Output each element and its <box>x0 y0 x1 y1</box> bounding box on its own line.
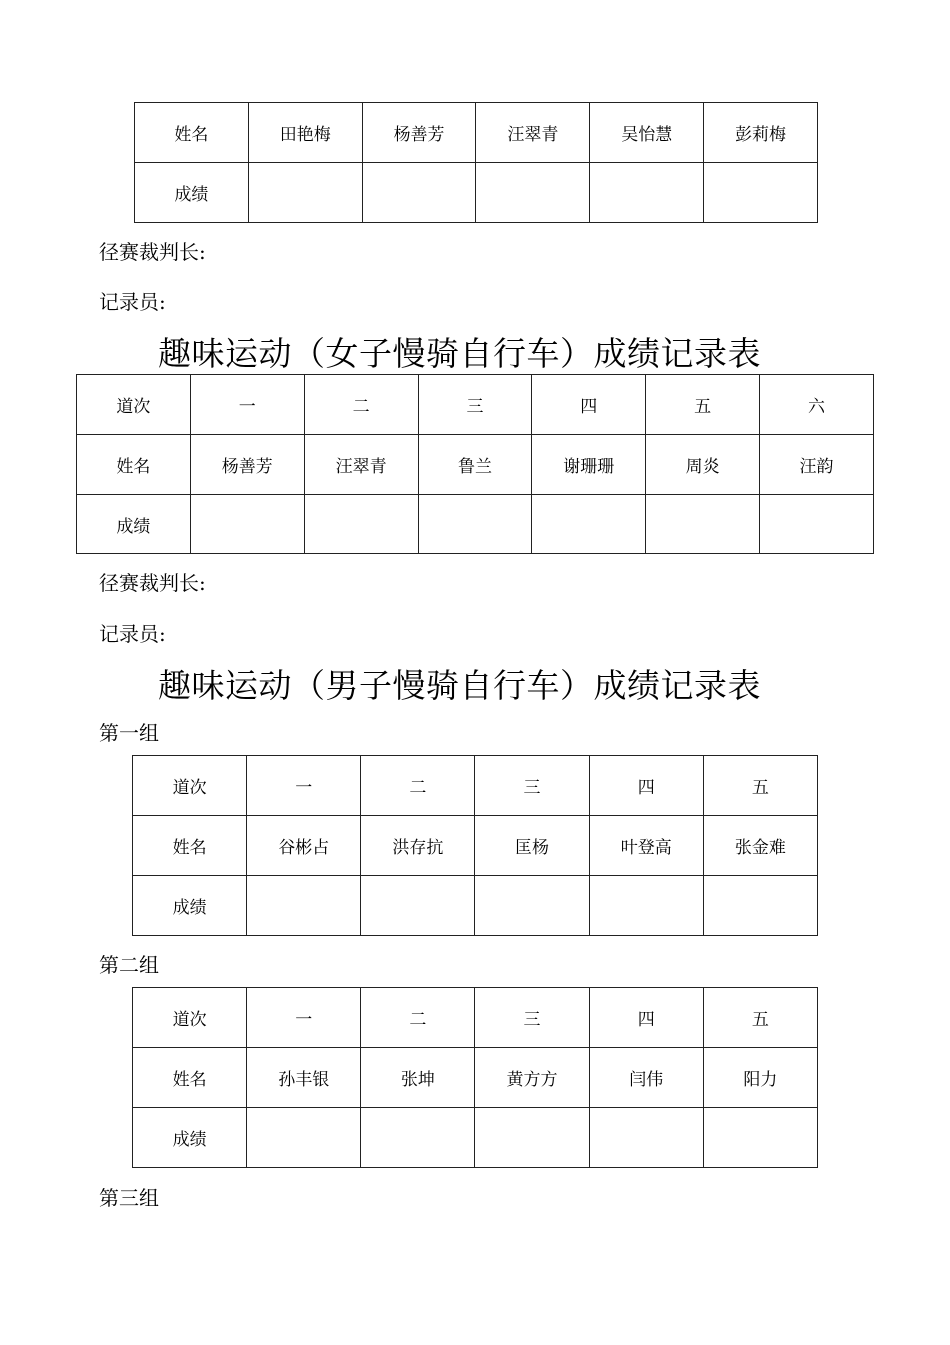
athlete-name: 谢珊珊 <box>532 435 646 495</box>
lane-number: 五 <box>703 756 817 816</box>
name-row <box>133 816 818 876</box>
score-cell <box>304 495 418 554</box>
athlete-name: 阳力 <box>703 1048 817 1108</box>
score-cell <box>247 876 361 936</box>
athlete-name: 杨善芳 <box>190 435 304 495</box>
referee-label: 径赛裁判长: <box>99 571 206 595</box>
lane-row <box>133 756 818 816</box>
score-cell <box>704 163 818 223</box>
score-row <box>77 495 874 554</box>
athlete-name: 叶登高 <box>589 816 703 876</box>
lane-number: 五 <box>703 988 817 1048</box>
score-cell <box>646 495 760 554</box>
lane-number: 一 <box>190 375 304 435</box>
lane-number: 四 <box>532 375 646 435</box>
athlete-name: 杨善芳 <box>362 103 476 163</box>
score-cell <box>703 876 817 936</box>
lane-row <box>133 988 818 1048</box>
score-cell <box>590 163 704 223</box>
lane-number: 二 <box>361 988 475 1048</box>
athlete-name: 汪韵 <box>760 435 874 495</box>
name-row <box>133 1048 818 1108</box>
name-row <box>77 435 874 495</box>
lane-number: 一 <box>247 988 361 1048</box>
score-cell <box>703 1108 817 1168</box>
athlete-name: 张金难 <box>703 816 817 876</box>
score-cell <box>362 163 476 223</box>
name-row <box>135 103 818 163</box>
athlete-name: 黄方方 <box>475 1048 589 1108</box>
recorder-label: 记录员: <box>99 290 166 314</box>
row-label: 姓名 <box>77 435 191 495</box>
row-label: 姓名 <box>135 103 249 163</box>
score-cell <box>475 1108 589 1168</box>
score-cell <box>418 495 532 554</box>
score-cell <box>248 163 362 223</box>
row-label: 姓名 <box>133 816 247 876</box>
score-cell <box>589 1108 703 1168</box>
row-label: 道次 <box>133 988 247 1048</box>
athlete-name: 吴怡慧 <box>590 103 704 163</box>
row-label: 道次 <box>133 756 247 816</box>
athlete-name: 汪翠青 <box>304 435 418 495</box>
row-label: 成绩 <box>77 495 191 554</box>
lane-number: 三 <box>418 375 532 435</box>
athlete-name: 孙丰银 <box>247 1048 361 1108</box>
score-table-1 <box>134 102 818 223</box>
lane-number: 三 <box>475 756 589 816</box>
lane-number: 二 <box>304 375 418 435</box>
score-cell <box>361 1108 475 1168</box>
athlete-name: 田艳梅 <box>248 103 362 163</box>
recorder-label: 记录员: <box>99 622 166 646</box>
score-cell <box>532 495 646 554</box>
lane-number: 四 <box>589 756 703 816</box>
score-cell <box>361 876 475 936</box>
group-label: 第一组 <box>99 721 159 745</box>
row-label: 成绩 <box>135 163 249 223</box>
lane-number: 三 <box>475 988 589 1048</box>
score-table-men-group-1 <box>132 755 818 936</box>
group-label: 第三组 <box>99 1186 159 1210</box>
score-cell <box>760 495 874 554</box>
athlete-name: 洪存抗 <box>361 816 475 876</box>
lane-number: 二 <box>361 756 475 816</box>
athlete-name: 鲁兰 <box>418 435 532 495</box>
referee-label: 径赛裁判长: <box>99 240 206 264</box>
row-label: 姓名 <box>133 1048 247 1108</box>
score-table-women <box>76 374 874 554</box>
athlete-name: 彭莉梅 <box>704 103 818 163</box>
lane-number: 六 <box>760 375 874 435</box>
athlete-name: 闫伟 <box>589 1048 703 1108</box>
row-label: 道次 <box>77 375 191 435</box>
score-row <box>133 876 818 936</box>
score-cell <box>589 876 703 936</box>
athlete-name: 张坤 <box>361 1048 475 1108</box>
lane-number: 一 <box>247 756 361 816</box>
section-title: 趣味运动（男子慢骑自行车）成绩记录表 <box>158 666 761 705</box>
row-label: 成绩 <box>133 876 247 936</box>
section-title: 趣味运动（女子慢骑自行车）成绩记录表 <box>158 334 761 373</box>
score-row <box>135 163 818 223</box>
score-cell <box>190 495 304 554</box>
lane-number: 五 <box>646 375 760 435</box>
score-cell <box>476 163 590 223</box>
row-label: 成绩 <box>133 1108 247 1168</box>
score-row <box>133 1108 818 1168</box>
athlete-name: 匡杨 <box>475 816 589 876</box>
group-label: 第二组 <box>99 953 159 977</box>
lane-number: 四 <box>589 988 703 1048</box>
score-cell <box>247 1108 361 1168</box>
athlete-name: 汪翠青 <box>476 103 590 163</box>
score-cell <box>475 876 589 936</box>
athlete-name: 周炎 <box>646 435 760 495</box>
score-table-men-group-2 <box>132 987 818 1168</box>
athlete-name: 谷彬占 <box>247 816 361 876</box>
lane-row <box>77 375 874 435</box>
